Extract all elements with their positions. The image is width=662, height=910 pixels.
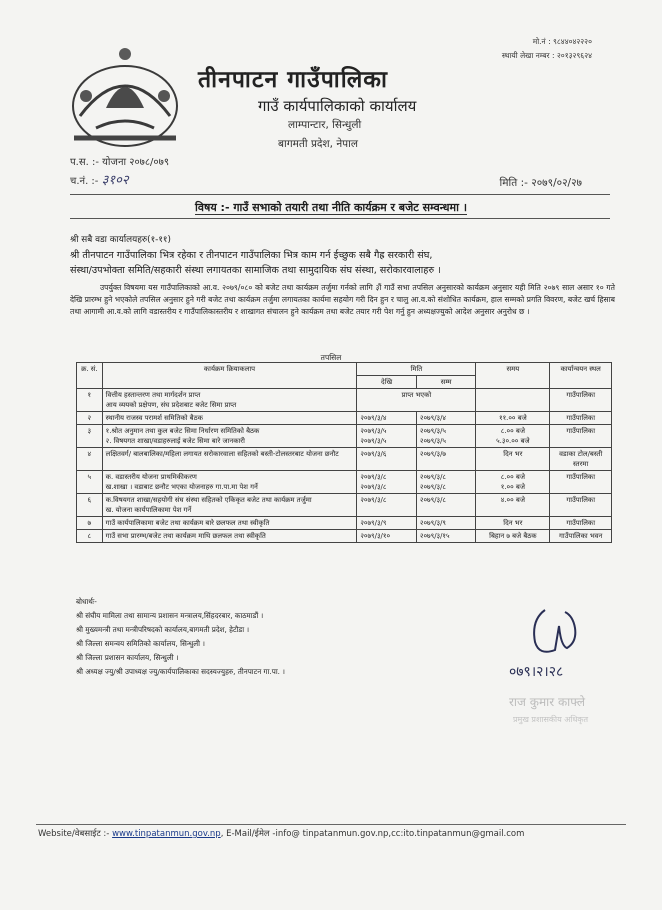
cell-from: २०७९/३/४ bbox=[357, 412, 417, 425]
table-row bbox=[77, 530, 612, 543]
cc-item: श्री मुख्यमन्त्री तथा मन्त्रीपरिषदको कार्यालय,बागमती प्रदेश, हेटौडा । bbox=[76, 625, 250, 634]
cell-from: २०७९/३/१० bbox=[357, 530, 417, 543]
table-row bbox=[77, 471, 612, 494]
header-activity: कार्यक्रम क्रियाकलाप bbox=[102, 363, 357, 389]
cell-activity: स्थानीय राजस्व परामर्श समितिको बैठक bbox=[102, 412, 357, 425]
table-row bbox=[77, 412, 612, 425]
cell-venue: गाउँपालिका bbox=[550, 425, 612, 448]
divider-bottom bbox=[70, 218, 610, 219]
table-row bbox=[77, 517, 612, 530]
header-to: सम्म bbox=[416, 376, 476, 389]
table-row bbox=[77, 425, 612, 448]
header-from: देखि bbox=[357, 376, 417, 389]
cell-time: ८.०० बजे ५.३०.०० बजे bbox=[476, 425, 550, 448]
cell-to: २०७९/३/५ २०७९/३/५ bbox=[416, 425, 476, 448]
cc-list bbox=[76, 595, 285, 679]
header-time: समय bbox=[476, 363, 550, 389]
office-name: गाउँ कार्यपालिकाको कार्यालय bbox=[258, 97, 417, 115]
cell-from: २०७९/३/५ २०७९/३/५ bbox=[357, 425, 417, 448]
dispatch-label: च.नं. :- bbox=[70, 176, 99, 187]
schedule-table bbox=[76, 362, 612, 543]
cell-to: २०७९/३/४ bbox=[416, 412, 476, 425]
cc-title: बोधार्थः- bbox=[76, 597, 97, 606]
dispatch-number-handwritten: ३१०२ bbox=[101, 173, 129, 188]
cell-to: २०७९/३/१५ bbox=[416, 530, 476, 543]
cell-activity: लक्षितवर्ग/ बालबालिका/महिला लगायत सरोकारवाला सहितको बस्ती-टोलस्तरबाट योजना छनौट bbox=[102, 448, 357, 471]
cell-sn: २ bbox=[77, 412, 103, 425]
cell-time: ११.०० बजे bbox=[476, 412, 550, 425]
cell-to: २०७९/३/८ bbox=[416, 494, 476, 517]
cell-activity: गाउँ सभा प्रारम्भ/बजेट तथा कार्यक्रम माथि छलफल तथा स्वीकृति bbox=[102, 530, 357, 543]
nepal-emblem-logo bbox=[66, 46, 184, 150]
signature-date: ०७९।२।२८ bbox=[509, 664, 564, 680]
cell-activity: वित्तीय हस्तान्तरण तथा मार्गदर्शन प्राप्त आय व्ययको प्रक्षेपण, संघ प्रदेशबाट बजेट सिमा प्राप्त bbox=[102, 389, 357, 412]
cell-venue: गाउँपालिका bbox=[550, 517, 612, 530]
table-row bbox=[77, 448, 612, 471]
office-address: लाम्पान्टार, सिन्धुली bbox=[288, 119, 362, 131]
recipient-line-3: संस्था/उपभोक्ता समिति/सहकारी संस्था लगायतका सामाजिक तथा सामुदायिक संघ संस्था, सरोकारवालाहरु । bbox=[70, 265, 441, 276]
cell-venue: गाउँपालिका bbox=[550, 389, 612, 412]
footer-website-label: Website/वेबसाईट :- bbox=[38, 829, 110, 839]
cell-time: दिन भर bbox=[476, 448, 550, 471]
cell-time: बिहान ७ बजे बैठक bbox=[476, 530, 550, 543]
header-date: मिति bbox=[357, 363, 476, 376]
signature-block bbox=[505, 606, 615, 736]
cell-from: २०७९/३/८ bbox=[357, 494, 417, 517]
cell-from: २०७९/३/९ bbox=[357, 517, 417, 530]
cell-activity: गाउँ कार्यपालिकामा बजेट तथा कार्यक्रम बारे छलफल तथा स्वीकृति bbox=[102, 517, 357, 530]
website-link[interactable]: www.tinpatanmun.gov.np bbox=[112, 829, 221, 839]
cell-sn: ४ bbox=[77, 448, 103, 471]
cell-to: २०७९/३/७ bbox=[416, 448, 476, 471]
cell-sn: ७ bbox=[77, 517, 103, 530]
cell-activity: १.श्रोत अनुमान तथा कुल बजेट सिमा निर्धारण समितिको बैठक २. विषयगत शाखा/वडाहरुलाई बजेट सिमा बारे जानकारी bbox=[102, 425, 357, 448]
footer-divider bbox=[36, 824, 626, 825]
header-sn: क्र. सं. bbox=[77, 363, 103, 389]
cell-activity: क.विषयगत शाखा/सहयोगी संघ संस्था सहितको एकिकृत बजेट तथा कार्यक्रम तर्जुमा ख. योजना कार्यपालिकामा पेश गर्ने bbox=[102, 494, 357, 517]
cell-venue: गाउँपालिका भवन bbox=[550, 530, 612, 543]
footer-email-label: , E-Mail/ईमेल bbox=[220, 829, 270, 839]
municipality-name: तीनपाटन गाउँपालिका bbox=[198, 67, 388, 93]
email-address[interactable]: -info@ tinpatanmun.gov.np,cc:ito.tinpatanmun@gmail.com bbox=[272, 829, 525, 839]
cell-to: २०७९/३/८ २०७९/३/८ bbox=[416, 471, 476, 494]
letter-number: प.स. :- योजना २०७८/०७९ bbox=[70, 157, 170, 168]
officer-name-stamp: राज कुमार काफ्ले bbox=[509, 695, 585, 709]
cell-venue: गाउँपालिका bbox=[550, 412, 612, 425]
cc-item: श्री जिल्ला प्रशासन कार्यालय, सिन्धुली । bbox=[76, 653, 179, 662]
cell-sn: ६ bbox=[77, 494, 103, 517]
cell-sn: ५ bbox=[77, 471, 103, 494]
letter-date: मिति :- २०७९/०२/२७ bbox=[499, 177, 582, 189]
cc-item: श्री अध्यक्ष ज्यु/श्री उपाध्यक्ष ज्यु/कार्यपालिकाका सदस्यज्युहरु, तीनपाटन गा.पा. । bbox=[76, 667, 285, 676]
cell-time: दिन भर bbox=[476, 517, 550, 530]
footer bbox=[38, 828, 524, 839]
cc-item: श्री संघीय मामिला तथा सामान्य प्रशासन मन्त्रालय,सिंहदरबार, काठमाडौं । bbox=[76, 611, 264, 620]
cell-time: ८.०० बजे १.०० बजे bbox=[476, 471, 550, 494]
office-province: बागमती प्रदेश, नेपाल bbox=[278, 138, 358, 150]
divider-top bbox=[70, 194, 610, 195]
recipient-line-2: श्री तीनपाटन गाउँपालिका भित्र रहेका र तीनपाटन गाउँपालिका भित्र काम गर्न ईच्छुक सबै गैह्र सरकारी संघ, bbox=[70, 250, 433, 261]
dispatch-number bbox=[70, 170, 129, 188]
letter-subject: विषय :- गाउँ सभाको तयारी तथा नीति कार्यक्रम र बजेट सम्वन्धमा । bbox=[195, 201, 467, 214]
table-row bbox=[77, 494, 612, 517]
recipient-line-1: श्री सबै वडा कार्यालयहरु(१-११) bbox=[70, 235, 171, 245]
cc-item: श्री जिल्ला समन्वय समितिको कार्यालय, सिन्धुली । bbox=[76, 639, 205, 648]
cell-venue: वडाका टोल/बस्ती स्तरमा bbox=[550, 448, 612, 471]
cell-activity: क. वडास्तरीय योजना प्राथमिकीकरण ख.शाखा । वडाबाट छनौट भएका योजनाहरु गा.पा.मा पेश गर्ने bbox=[102, 471, 357, 494]
cell-sn: ३ bbox=[77, 425, 103, 448]
cell-sn: १ bbox=[77, 389, 103, 412]
cell-sn: ८ bbox=[77, 530, 103, 543]
officer-title-stamp: प्रमुख प्रशासकीय अधिकृत bbox=[513, 715, 589, 724]
cell-time bbox=[476, 389, 550, 412]
header-venue: कार्यान्वयन स्थल bbox=[550, 363, 612, 389]
cell-venue: गाउँपालिका bbox=[550, 471, 612, 494]
cell-from: २०७९/३/८ २०७९/३/८ bbox=[357, 471, 417, 494]
table-caption: तपसिल bbox=[320, 353, 342, 362]
cell-from: २०७९/३/६ bbox=[357, 448, 417, 471]
body-paragraph: उपर्युक्त विषयमा यस गाउँपालिकाको आ.व. २०७९/०८० को बजेट तथा कार्यक्रम तर्जुमा गर्नको लागि ३ौं गाउँ सभा तपसिल अनुसारको कार्यक्रम अनुसार यही मिति २०७९ साल असार १० गते देखि प्रारम्भ हुने भएकोले तपसिल अनुसार हुने गरी बजेट तथा कार्यक्रम तर्जुमा लगायतका कार्यमा सहयोग गरी दिन हुन र चालु आ.व.को संशोधित कार्यक्रम, हाल सम्मको प्रगति विवरण, बजेट खर्च हिसाब तथा आगामी आ.व.को लागि वडास्तरीय र गाउँपालिकास्तरीय र शाखागत संचालन हुने कार्यक्रम तथा बजेट तयार गरी पेश गर्नु हुन अध्यक्षज्युको आदेश अनुसार अनुरोध छ । bbox=[70, 283, 615, 317]
table-row bbox=[77, 389, 612, 412]
cell-time: ४.०० बजे bbox=[476, 494, 550, 517]
cell-venue: गाउँपालिका bbox=[550, 494, 612, 517]
pan-number: स्थायी लेखा नम्बर : २०१३२९६२४ bbox=[501, 51, 592, 60]
cell-date-merged: प्राप्त भएको bbox=[357, 389, 476, 412]
cell-to: २०७९/३/९ bbox=[416, 517, 476, 530]
phone-number: मो.नं : ९८४४०४२२२० bbox=[532, 37, 592, 46]
